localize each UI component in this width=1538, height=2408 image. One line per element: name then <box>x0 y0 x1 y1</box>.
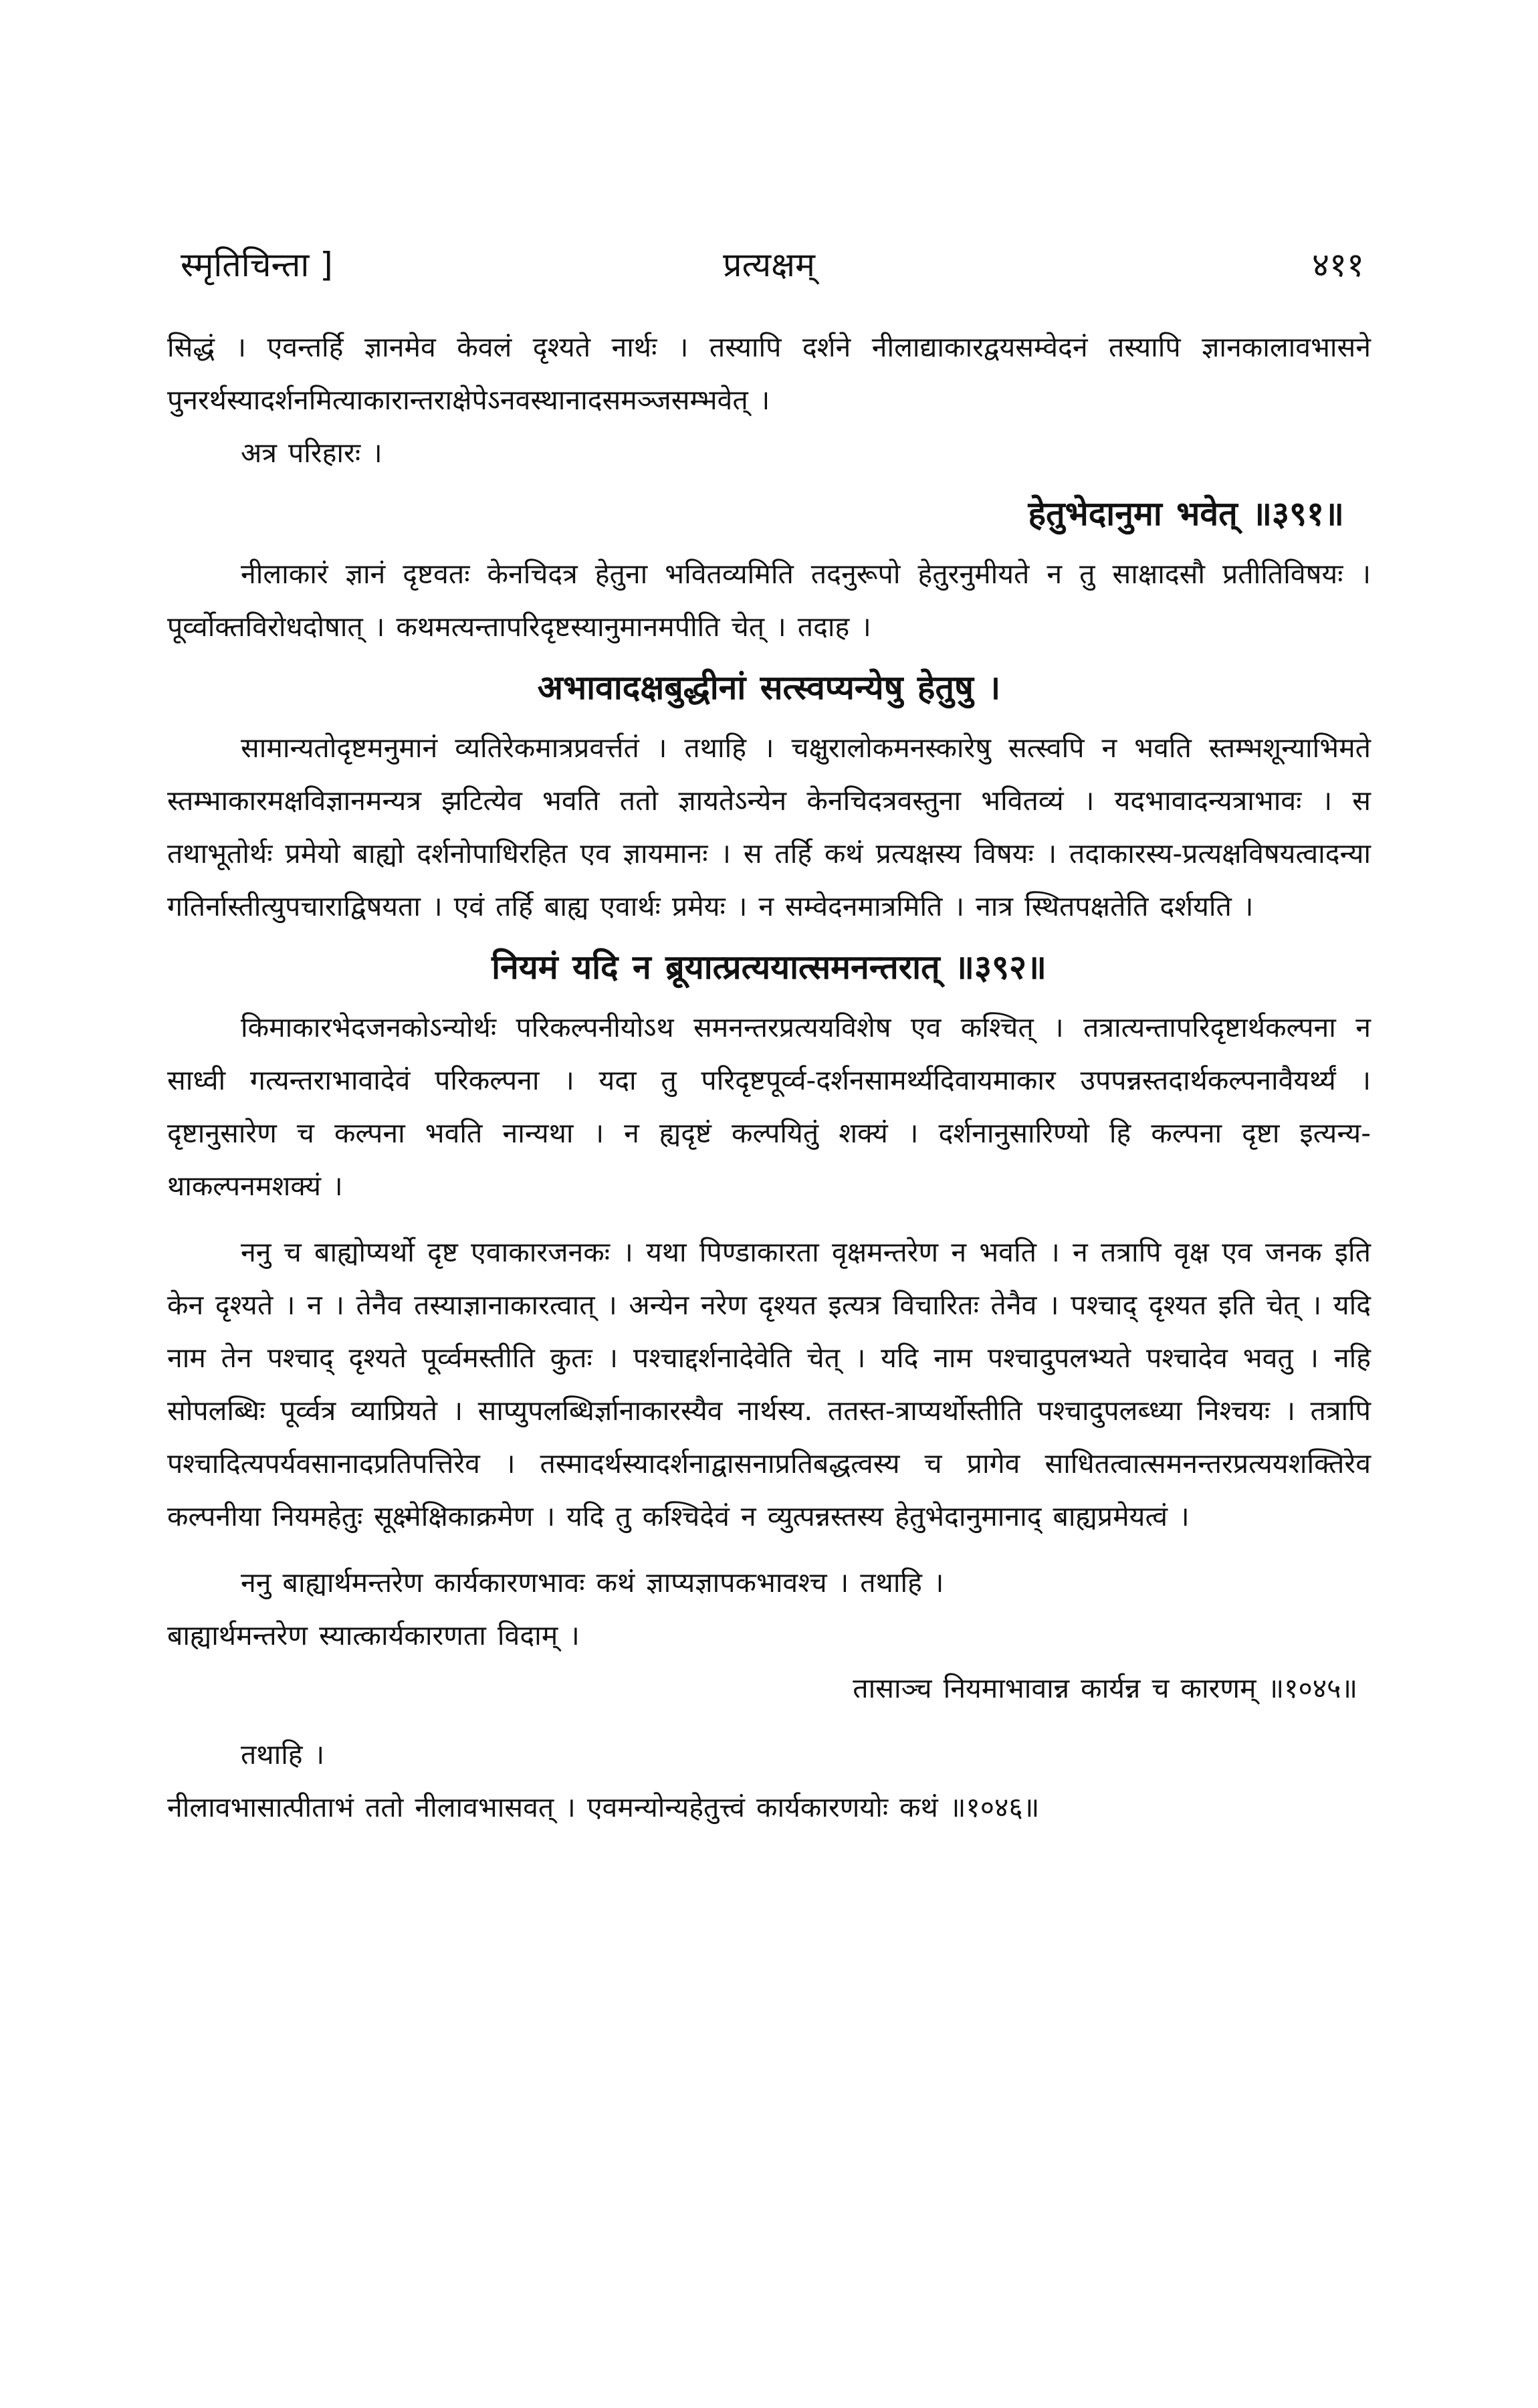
paragraph-gap <box>167 1543 1371 1557</box>
running-header <box>167 241 1371 294</box>
quoted-verse-line: तासाञ्च नियमाभावान्न कार्यन्न च कारणम् ॥१०४५॥ <box>853 1672 1357 1704</box>
commentary-paragraph: सामान्यतोदृष्टमनुमानं व्यतिरेकमात्रप्रवर्त्ततं । तथाहि । चक्षुरालोकमनस्कारेषु सत्स्वपि न भवति स्तम्भशून्याभिमते स्तम्भाकारमक्षविज्ञानमन्यत्र झटित्येव भवति ततो ज्ञायतेऽन्येन केनचिदत्रवस्तुना भवितव्यं । यदभावादन्यत्राभावः । स तथाभूतोर्थः प्रमेयो बाह्यो दर्शनोपाधिरहित एव ज्ञायमानः । स तर्हि कथं प्रत्यक्षस्य विषयः । तदाकारस्य-प्रत्यक्षविषयत्वादन्या गतिर्नास्तीत्युपचाराद्विषयता । एवं तर्हि बाह्य एवार्थः प्रमेयः । न सम्वेदनमात्रमिति । नात्र स्थितपक्षतेति दर्शयति । <box>167 732 1371 922</box>
quoted-verse-line: नीलावभासात्पीताभं ततो नीलावभासवत् । एवमन्योन्यहेतुत्त्वं कार्यकारणयोः कथं ॥१०४६॥ <box>167 1791 1040 1823</box>
commentary-paragraph: ननु बाह्यार्थमन्तरेण कार्यकारणभावः कथं ज्ञाप्यज्ञापकभावश्च । तथाहि । <box>241 1567 944 1599</box>
commentary-paragraph: किमाकारभेदजनकोऽन्योर्थः परिकल्पनीयोऽथ समनन्तरप्रत्ययविशेष एव कश्चित् । तत्रात्यन्तापरिदृष्टार्थकल्पना न साध्वी गत्यन्तराभावादेवं परिकल्पना । यदा तु परिदृष्टपूर्व्व-दर्शनसामर्थ्यदिवायमाकार उपपन्नस्तदार्थकल्पनावैयर्थ्यं । दृष्टानुसारेण च कल्पना भवति नान्यथा । न ह्यदृष्टं कल्पयितुं शक्यं । दर्शनानुसारिण्यो हि कल्पना दृष्टा इत्यन्य-थाकल्पनमशक्यं । <box>167 1011 1371 1202</box>
verse-line: अभावादक्षबुद्धीनां सत्स्वप्यन्येषु हेतुषु । <box>537 668 1001 707</box>
commentary-paragraph: नीलाकारं ज्ञानं दृष्टवतः केनचिदत्र हेतुना भवितव्यमिति तदनुरूपो हेतुरनुमीयते न तु साक्षादसौ प्रतीतिविषयः । पूर्व्वोक्तविरोधदोषात् । कथमत्यन्तापरिदृष्टस्यानुमानमपीति चेत् । तदाह । <box>167 558 1371 643</box>
verse-line: नियमं यदि न ब्रूयात्प्रत्ययात्समनन्तरात् ॥३९२॥ <box>491 948 1047 987</box>
header-chapter-title: प्रत्यक्षम् <box>723 245 815 284</box>
paragraph-gap <box>167 1213 1371 1226</box>
page-body <box>167 321 1371 1834</box>
commentary-paragraph: सिद्धं । एवन्तर्हि ज्ञानमेव केवलं दृश्यते नार्थः । तस्यापि दर्शने नीलाद्याकारद्वयसम्वेदनं तस्यापि ज्ञानकालावभासने पुनरर्थस्यादर्शनमित्याकारान्तराक्षेपेऽनवस्थानादसमञ्जसम्भवेत् । <box>167 331 1371 416</box>
paragraph-gap <box>167 1715 1371 1728</box>
verse-line: हेतुभेदानुमा भवेत् ॥३९१॥ <box>1028 494 1344 533</box>
commentary-paragraph: अत्र परिहारः । <box>241 437 382 469</box>
commentary-paragraph: ननु च बाह्योप्यर्थो दृष्ट एवाकारजनकः । यथा पिण्डाकारता वृक्षमन्तरेण न भवति । न तत्रापि वृक्ष एव जनक इति केन दृश्यते । न । तेनैव तस्याज्ञानाकारत्वात् । अन्येन नरेण दृश्यत इत्यत्र विचारितः तेनैव । पश्चाद् दृश्यत इति चेत् । यदि नाम तेन पश्चाद् दृश्यते पूर्व्वमस्तीति कुतः । पश्चाद्दर्शनादेवेति चेत् । यदि नाम पश्चादुपलभ्यते पश्चादेव भवतु । नहि सोपलब्धिः पूर्व्वत्र व्याप्रियते । साप्युपलब्धिर्ज्ञानाकारस्यैव नार्थस्य. ततस्त-त्राप्यर्थोस्तीति पश्चादुपलब्ध्या निश्चयः । तत्रापि पश्चादित्यपर्यवसानादप्रतिपत्तिरेव । तस्मादर्थस्यादर्शनाद्वासनाप्रतिबद्धत्वस्य च प्रागेव साधितत्वात्समनन्तरप्रत्ययशक्तिरेव कल्पनीया नियमहेतुः सूक्ष्मेक्षिकाक्रमेण । यदि तु कश्चिदेवं न व्युत्पन्नस्तस्य हेतुभेदानुमानाद् बाह्यप्रमेयत्वं । <box>167 1236 1371 1532</box>
commentary-paragraph: तथाहि । <box>241 1738 325 1771</box>
header-section-title: स्मृतिचिन्ता ] <box>181 245 333 284</box>
quoted-verse-line: बाह्यार्थमन्तरेण स्यात्कार्यकारणता विदाम् । <box>167 1619 580 1651</box>
page-number: ४११ <box>1312 245 1364 284</box>
